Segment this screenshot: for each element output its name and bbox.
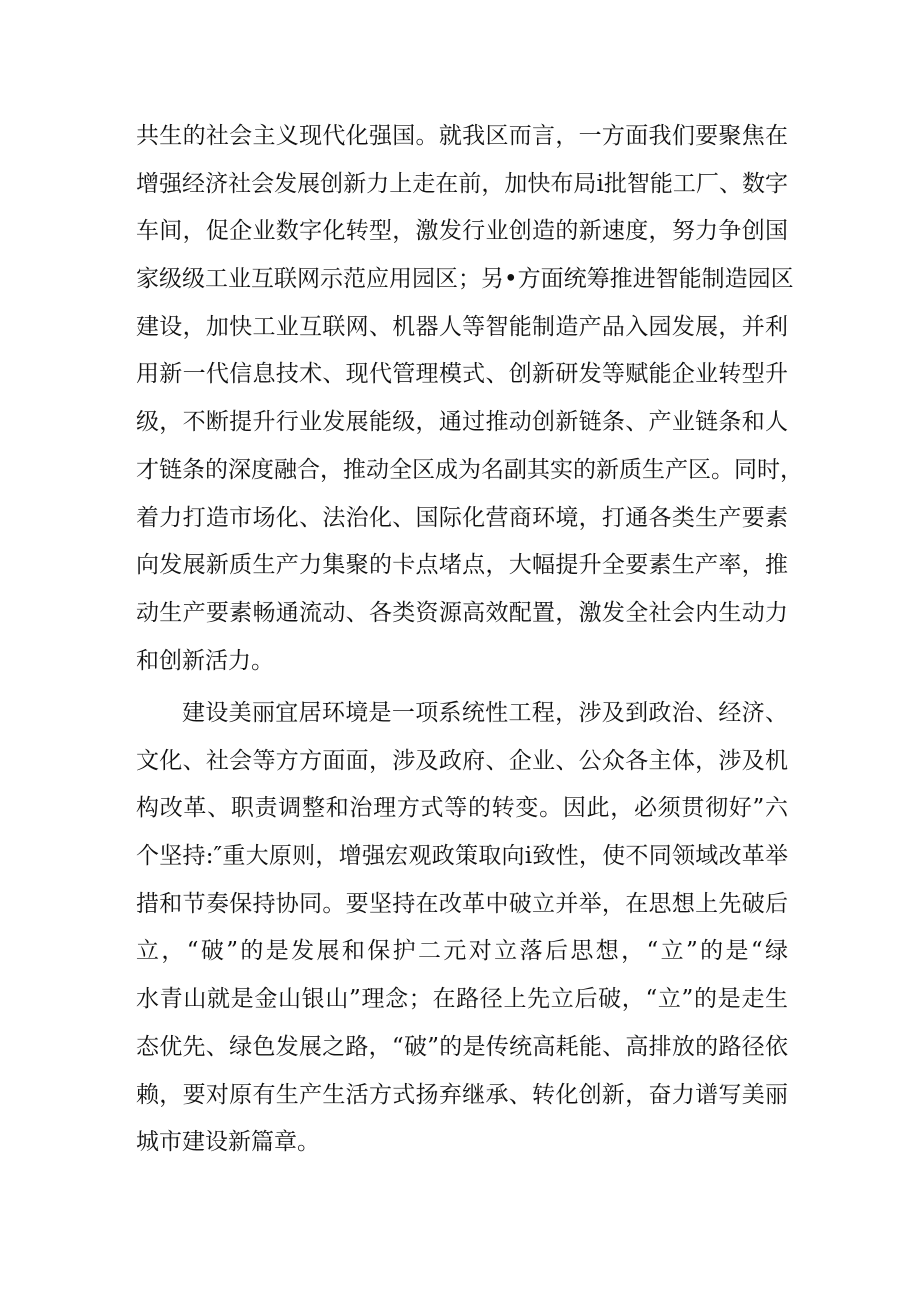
paragraph-line: 动生产要素畅通流动、各类资源高效配置，激发全社会内生动力 (136, 599, 788, 626)
paragraph-2 (136, 690, 788, 1167)
paragraph-line: 用新一代信息技术、现代管理模式、创新研发等赋能企业转型升 (136, 361, 788, 388)
paragraph-line: 建设，加快工业互联网、机器人等智能制造产品入园发展，并利 (136, 313, 788, 340)
paragraph-line: 和创新活力。 (136, 647, 274, 674)
paragraph-line: 共生的社会主义现代化强国。就我区而言，一方面我们要聚焦在 (136, 123, 788, 149)
paragraph-line: 建设美丽宜居环境是一项系统性工程，涉及到政治、经济、 (182, 700, 788, 726)
paragraph-line: 家级级工业互联网示范应用园区；另•方面统筹推进智能制造园区 (136, 266, 794, 293)
paragraph-line: 增强经济社会发展创新力上走在前，加快布局i批智能工厂、数字 (136, 170, 788, 197)
paragraph-line: 赖，要对原有生产生活方式扬弃继承、转化创新，奋力谱写美丽 (136, 1081, 788, 1108)
paragraph-line: 构改革、职责调整和治理方式等的转变。因此，必须贯彻好”六 (136, 795, 788, 822)
paragraph-line: 向发展新质生产力集聚的卡点堵点，大幅提升全要素生产率，推 (136, 552, 788, 579)
paragraph-line: 城市建设新篇章。 (136, 1129, 320, 1156)
paragraph-line: 级，不断提升行业发展能级，通过推动创新链条、产业链条和人 (136, 409, 788, 436)
paragraph-1 (136, 113, 803, 685)
paragraph-line: 个坚持:″重大原则，增强宏观政策取向i致性，使不同领域改革举 (136, 843, 788, 870)
paragraph-line: 态优先、绿色发展之路，“破”的是传统高耗能、高排放的路径依 (136, 1033, 788, 1060)
paragraph-line: 水青山就是金山银山”理念；在路径上先立后破，“立”的是走生 (136, 986, 788, 1013)
paragraph-line: 立，“破”的是发展和保护二元对立落后思想，“立”的是“绿 (136, 938, 788, 965)
paragraph-line: 才链条的深度融合，推动全区成为名副其实的新质生产区。同时， (136, 456, 803, 483)
paragraph-line: 车间，促企业数字化转型，激发行业创造的新速度，努力争创国 (136, 218, 788, 245)
paragraph-line: 文化、社会等方方面面，涉及政府、企业、公众各主体，涉及机 (136, 747, 788, 774)
paragraph-line: 措和节奏保持协同。要坚持在改革中破立并举，在思想上先破后 (136, 890, 788, 917)
paragraph-line: 着力打造市场化、法治化、国际化营商环境，打通各类生产要素 (136, 504, 788, 531)
